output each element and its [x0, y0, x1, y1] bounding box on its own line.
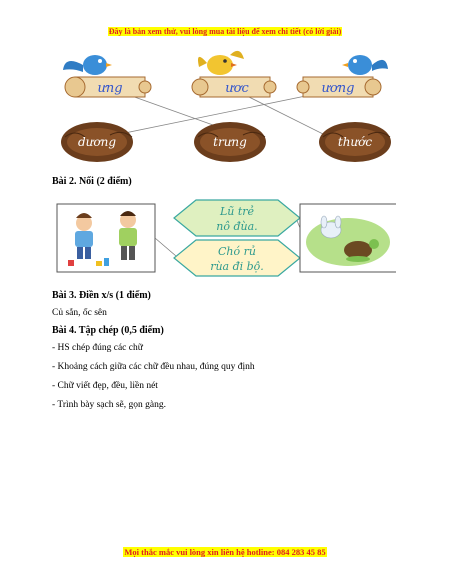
nest-3 [319, 122, 391, 162]
bai4-item: - HS chép đúng các chữ [52, 343, 143, 353]
sentence-card-line: Chó rủ [218, 245, 256, 258]
nest-word: trưng [213, 135, 247, 149]
nest-1 [61, 122, 133, 162]
sentence-card-1 [174, 200, 300, 236]
bai3-title: Bài 3. Điền x/s (1 điểm) [52, 290, 151, 301]
blue-bird-icon [63, 55, 112, 75]
yellow-bird-icon [198, 51, 244, 75]
match-line [155, 238, 176, 256]
sentence-matching-figure [56, 198, 396, 280]
scroll-word: ương [321, 81, 355, 96]
bai4-item: - Chữ viết đẹp, đều, liền nét [52, 381, 158, 391]
bai3-answer: Củ sắn, ốc sên [52, 308, 107, 318]
nest-word: dương [77, 135, 117, 149]
bai2-title: Bài 2. Nối (2 điểm) [52, 176, 132, 187]
nest-2 [194, 122, 266, 162]
hotline-text: Mọi thắc mắc vui lòng xin liên hệ hotline: 084 283 45 85 [124, 547, 326, 557]
preview-notice-text: Đây là bản xem thử, vui lòng mua tài liệu để xem chi tiết (có lời giải) [108, 27, 342, 36]
blue-bird-icon [342, 55, 388, 75]
scroll-1 [63, 55, 151, 97]
scroll-3 [297, 55, 388, 97]
hotline-banner [0, 547, 450, 557]
sentence-card-2 [174, 240, 300, 276]
word-matching-figure [55, 45, 395, 170]
bai4-title: Bài 4. Tập chép (0,5 điểm) [52, 325, 164, 336]
sentence-card-line: Lũ trẻ [219, 205, 255, 218]
children-playing-image [57, 204, 155, 272]
sentence-card-line: nô đùa. [216, 220, 258, 233]
nest-word: thước [337, 135, 373, 149]
sentence-card-line: rùa đi bộ. [210, 260, 264, 273]
turtle-and-dog-image [300, 204, 396, 272]
scroll-2 [192, 51, 276, 97]
bai4-item: - Trình bày sạch sẽ, gọn gàng. [52, 400, 166, 410]
bai4-item: - Khoảng cách giữa các chữ đều nhau, đúng quy định [52, 362, 255, 372]
preview-notice-banner [0, 27, 450, 36]
scroll-word: ươc [225, 81, 249, 96]
scroll-word: ưng [97, 81, 123, 96]
